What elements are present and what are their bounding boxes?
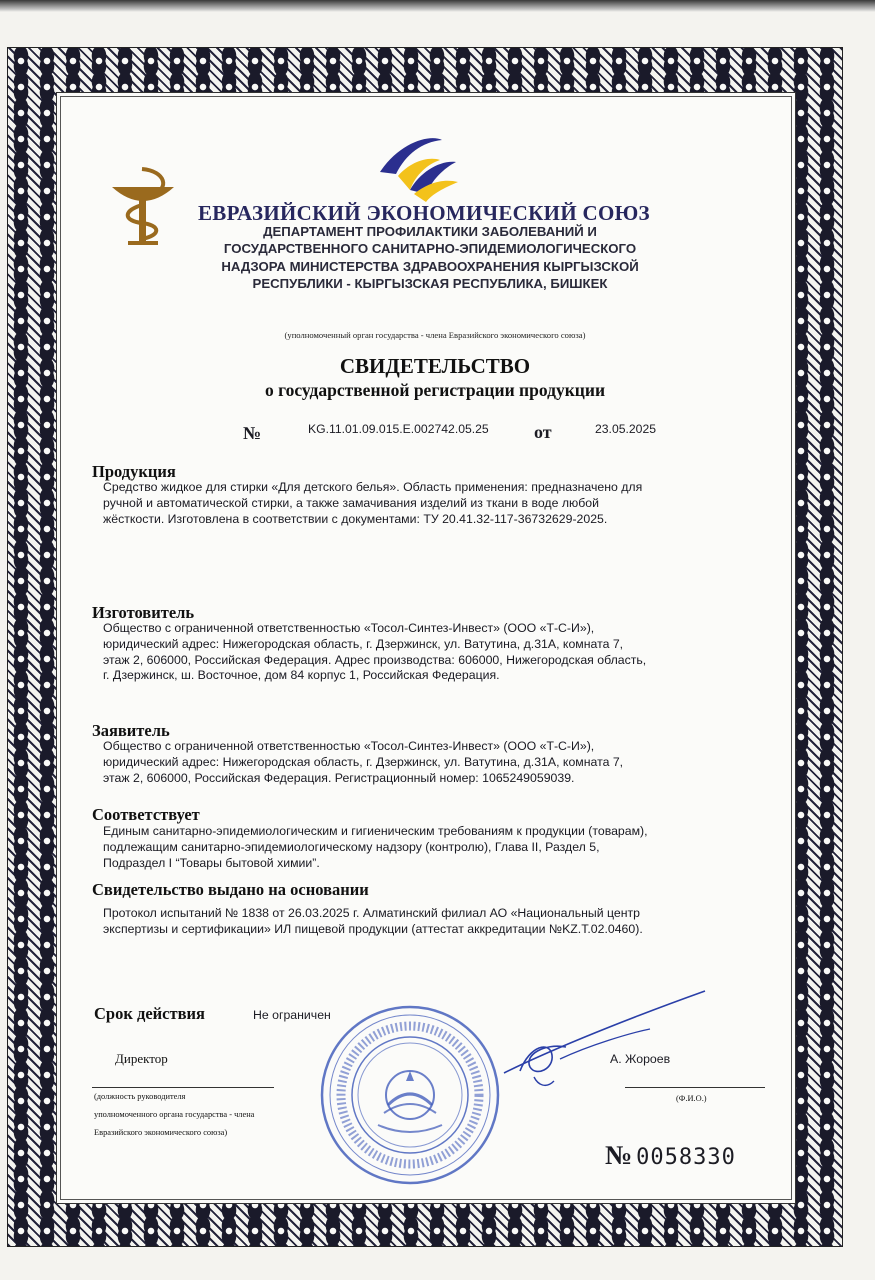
validity-value: Не ограничен bbox=[253, 1008, 331, 1022]
registration-number: KG.11.01.09.015.E.002742.05.25 bbox=[308, 422, 489, 436]
manufacturer-heading: Изготовитель bbox=[92, 603, 195, 622]
text-line: Единым санитарно-эпидемиологическим и гигиеническим требованиям к продукции (товарам), bbox=[103, 824, 648, 838]
note-line: (должность руководителя bbox=[94, 1092, 186, 1101]
certificate-title: СВИДЕТЕЛЬСТВО bbox=[339, 354, 531, 378]
authority-note: (уполномоченный орган государства - члена Евразийского экономического союза) bbox=[284, 330, 586, 340]
basis-heading: Свидетельство выдано на основании bbox=[92, 880, 369, 899]
text-line: этаж 2, 606000, Российская Федерация. Адрес производства: 606000, Нижегородская область, bbox=[103, 652, 647, 667]
text-line: этаж 2, 606000, Российская Федерация. Регистрационный номер: 1065249059039. bbox=[103, 770, 575, 785]
text-line: ручной и автоматической стирки, а также замачивания изделий из ткани в воде любой bbox=[103, 495, 599, 510]
serial-sign: № bbox=[605, 1140, 633, 1170]
basis-text bbox=[103, 906, 773, 938]
name-note: (Ф.И.О.) bbox=[676, 1094, 707, 1103]
signer-position: Директор bbox=[115, 1051, 168, 1066]
conforms-text bbox=[103, 824, 773, 871]
text-line: Общество с ограниченной ответственностью «Тосол-Синтез-Инвест» (ООО «Т-С-И»), bbox=[103, 621, 595, 635]
department-line: РЕСПУБЛИКИ - КЫРГЫЗСКАЯ РЕСПУБЛИКА, БИШКЕК bbox=[252, 275, 608, 291]
text-line: юридический адрес: Нижегородская область, г. Дзержинск, ул. Ватутина, д.31А, комната 7, bbox=[103, 754, 624, 769]
department-line: НАДЗОРА МИНИСТЕРСТВА ЗДРАВООХРАНЕНИЯ КЫРГЫЗСКОЙ bbox=[221, 258, 639, 274]
from-word: от bbox=[534, 422, 552, 442]
text-line: Подраздел I “Товары бытовой химии”. bbox=[103, 855, 320, 870]
validity-label: Срок действия bbox=[94, 1004, 205, 1023]
text-line: экспертизы и сертификации» ИЛ пищевой продукции (аттестат аккредитации №KZ.T.02.0460). bbox=[103, 921, 643, 936]
blank-serial bbox=[605, 1140, 736, 1171]
department-line: ДЕПАРТАМЕНТ ПРОФИЛАКТИКИ ЗАБОЛЕВАНИЙ И bbox=[263, 224, 597, 239]
applicant-heading: Заявитель bbox=[92, 721, 170, 740]
note-line: Евразийского экономического союза) bbox=[94, 1128, 228, 1137]
union-title: ЕВРАЗИЙСКИЙ ЭКОНОМИЧЕСКИЙ СОЮЗ bbox=[198, 201, 650, 225]
applicant-text bbox=[103, 739, 773, 786]
product-heading: Продукция bbox=[92, 462, 176, 481]
official-round-stamp bbox=[318, 1003, 502, 1187]
serial-number: 0058330 bbox=[636, 1145, 736, 1170]
manufacturer-text bbox=[103, 621, 773, 684]
product-text bbox=[103, 480, 773, 527]
text-line: Протокол испытаний № 1838 от 26.03.2025 г. Алматинский филиал АО «Национальный центр bbox=[103, 906, 641, 920]
bowl-of-hygieia-emblem bbox=[108, 165, 178, 247]
text-line: жёсткости. Изготовлена в соответствии с документами: ТУ 20.41.32-117-36732629-2025. bbox=[103, 511, 608, 526]
signer-name: А. Жороев bbox=[610, 1052, 671, 1066]
position-note bbox=[94, 1088, 324, 1142]
text-line: юридический адрес: Нижегородская область, г. Дзержинск, ул. Ватутина, д.31А, комната 7, bbox=[103, 636, 624, 651]
note-line: уполномоченного органа государства - члена bbox=[94, 1110, 255, 1119]
scan-top-edge bbox=[0, 0, 875, 12]
text-line: подлежащим санитарно-эпидемиологическому надзору (контролю), Глава II, Раздел 5, bbox=[103, 839, 600, 854]
text-line: Общество с ограниченной ответственностью «Тосол-Синтез-Инвест» (ООО «Т-С-И»), bbox=[103, 739, 595, 753]
signature bbox=[500, 985, 710, 1095]
department-line: ГОСУДАРСТВЕННОГО САНИТАРНО-ЭПИДЕМИОЛОГИЧЕСКОГО bbox=[223, 241, 637, 257]
certificate-subtitle: о государственной регистрации продукции bbox=[264, 380, 606, 400]
text-line: Средство жидкое для стирки «Для детского белья». Область применения: предназначено для bbox=[103, 480, 643, 494]
conforms-heading: Соответствует bbox=[92, 805, 200, 824]
department-name bbox=[190, 223, 670, 292]
number-sign: № bbox=[243, 423, 262, 443]
registration-date: 23.05.2025 bbox=[595, 422, 656, 436]
text-line: г. Дзержинск, ш. Восточное, дом 84 корпус 1, Российская Федерация. bbox=[103, 668, 500, 683]
eurasian-union-logo bbox=[370, 132, 470, 206]
